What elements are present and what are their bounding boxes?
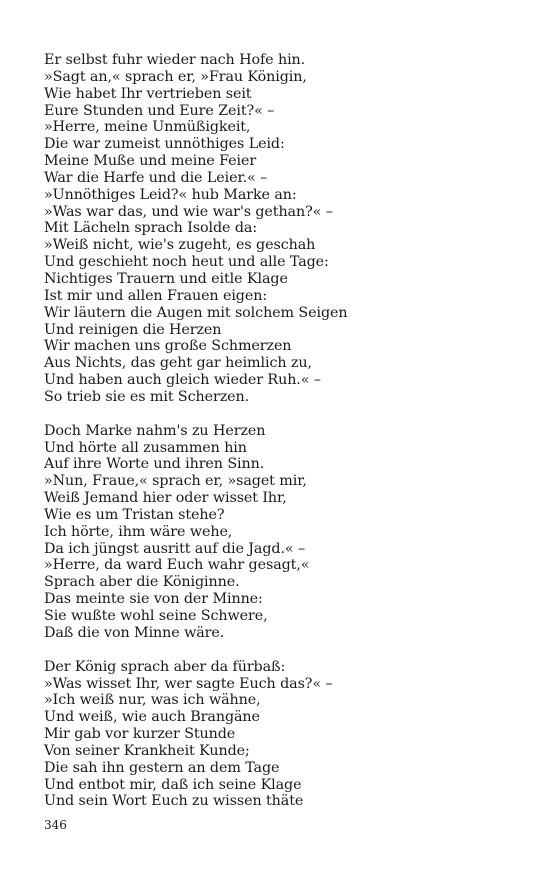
verse-line: Ist mir und allen Frauen eigen:	[44, 287, 268, 304]
verse-line: »Weiß nicht, wie's zugeht, es geschah	[44, 237, 316, 254]
verse-line: Und weiß, wie auch Brangäne	[44, 709, 260, 726]
verse-line: Sprach aber die Königinne.	[44, 574, 240, 591]
verse-line: War die Harfe und die Leier.« –	[44, 169, 268, 186]
verse-line: »Herre, da ward Euch wahr gesagt,«	[44, 557, 310, 574]
verse-line: Mit Lächeln sprach Isolde da:	[44, 220, 258, 237]
verse-line: Und geschieht noch heut und alle Tage:	[44, 254, 329, 271]
stanza	[44, 423, 524, 642]
verse-line: Da ich jüngst ausritt auf die Jagd.« –	[44, 540, 306, 557]
verse-line: Wie es um Tristan stehe?	[44, 506, 225, 523]
verse-line: Und sein Wort Euch zu wissen thäte	[44, 793, 304, 810]
verse-line: So trieb sie es mit Scherzen.	[44, 388, 250, 405]
verse-line: Und hörte all zusammen hin	[44, 439, 247, 456]
verse-line: Von seiner Krankheit Kunde;	[44, 742, 250, 759]
verse-line: Auf ihre Worte und ihren Sinn.	[44, 456, 265, 473]
verse-line: Eure Stunden und Eure Zeit?« –	[44, 102, 275, 119]
verse-line: Und reinigen die Herzen	[44, 321, 222, 338]
verse-line: »Herre, meine Unmüßigkeit,	[44, 119, 251, 136]
verse-line: Nichtiges Trauern und eitle Klage	[44, 270, 288, 287]
verse-line: Und entbot mir, daß ich seine Klage	[44, 776, 302, 793]
stanza	[44, 52, 524, 406]
verse-line: Die sah ihn gestern an dem Tage	[44, 759, 280, 776]
page-number: 346	[44, 818, 67, 832]
verse-line: Meine Muße und meine Feier	[44, 153, 257, 170]
poem-text	[44, 52, 524, 827]
verse-line: Der König sprach aber da fürbaß:	[44, 658, 286, 675]
verse-line: Und haben auch gleich wieder Ruh.« –	[44, 372, 321, 389]
verse-line: »Ich weiß nur, was ich wähne,	[44, 692, 261, 709]
verse-line: Das meinte sie von der Minne:	[44, 591, 263, 608]
verse-line: Aus Nichts, das geht gar heimlich zu,	[44, 355, 312, 372]
verse-line: Die war zumeist unnöthiges Leid:	[44, 136, 285, 153]
verse-line: Weiß Jemand hier oder wisset Ihr,	[44, 490, 287, 507]
verse-line: Daß die von Minne wäre.	[44, 624, 225, 641]
stanza	[44, 659, 524, 811]
verse-line: »Was war das, und wie war's gethan?« –	[44, 203, 333, 220]
verse-line: Mir gab vor kurzer Stunde	[44, 726, 236, 743]
verse-line: Sie wußte wohl seine Schwere,	[44, 608, 268, 624]
verse-line: Wir machen uns große Schmerzen	[44, 338, 292, 355]
verse-line: Er selbst fuhr wieder nach Hofe hin.	[44, 52, 306, 68]
verse-line: »Was wisset Ihr, wer sagte Euch das?« –	[44, 675, 333, 692]
verse-line: Wir läutern die Augen mit solchem Seigen	[44, 304, 348, 321]
verse-line: »Unnöthiges Leid?« hub Marke an:	[44, 186, 297, 203]
verse-line: Wie habet Ihr vertrieben seit	[44, 85, 252, 102]
verse-line: »Sagt an,« sprach er, »Frau Königin,	[44, 68, 307, 85]
verse-line: Ich hörte, ihm wäre wehe,	[44, 523, 233, 540]
verse-line: Doch Marke nahm's zu Herzen	[44, 422, 266, 439]
verse-line: »Nun, Fraue,« sprach er, »saget mir,	[44, 473, 307, 490]
